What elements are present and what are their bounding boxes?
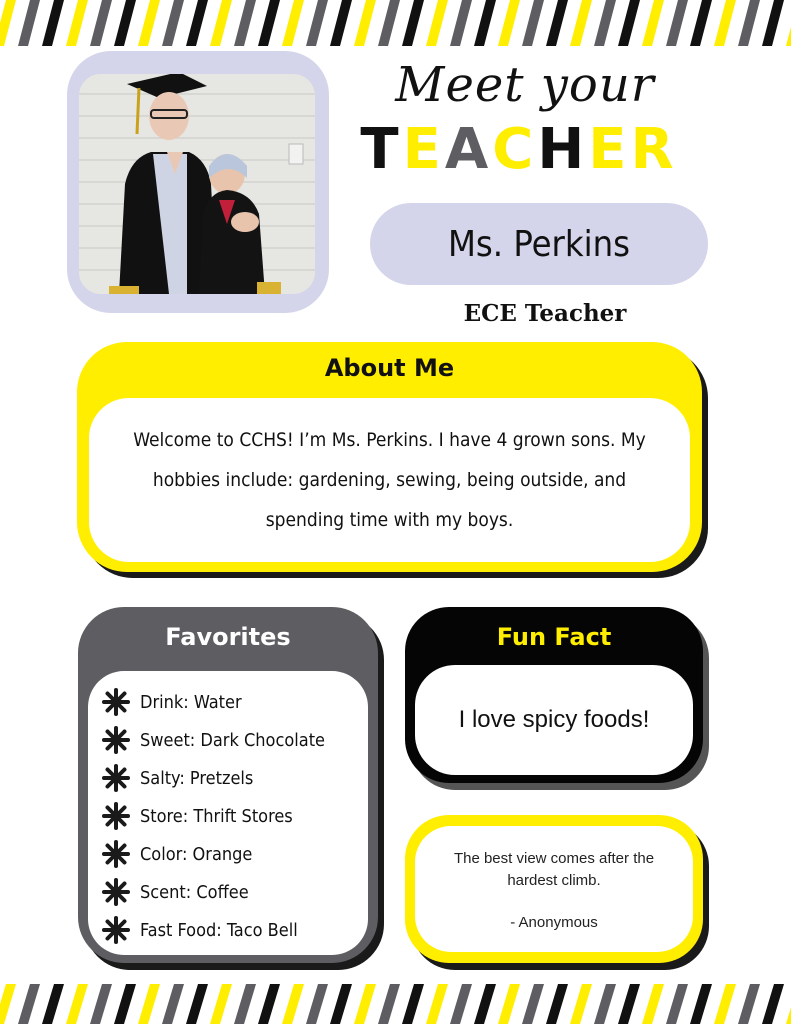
stripe (42, 984, 64, 1024)
fun-fact-card (405, 607, 703, 783)
stripe (258, 0, 280, 46)
quote-box (415, 826, 693, 952)
stripe (378, 0, 400, 46)
favorites-item-label: Drink: Water (140, 691, 242, 713)
stripe (378, 984, 400, 1024)
stripe (714, 0, 736, 46)
asterisk-icon (102, 688, 130, 716)
stripe (474, 984, 496, 1024)
stripe (18, 984, 40, 1024)
teacher-letter: H (537, 117, 589, 182)
favorites-card (78, 607, 378, 963)
favorites-item-label: Salty: Pretzels (140, 767, 254, 789)
stripe (594, 0, 616, 46)
stripe (234, 984, 256, 1024)
favorites-item-label: Store: Thrift Stores (140, 805, 293, 827)
about-me-text: Welcome to CCHS! I’m Ms. Perkins. I have 4 grown sons. My hobbies include: gardening, sewing, being outside, and spending time with my boys. (89, 398, 690, 562)
asterisk-icon (102, 916, 130, 944)
stripe (258, 984, 280, 1024)
stripe (642, 984, 664, 1024)
stripe (138, 0, 160, 46)
teacher-role: ECE Teacher (463, 300, 627, 327)
stripe (42, 0, 64, 46)
stripe (330, 984, 352, 1024)
stripe (210, 0, 232, 46)
stripe (666, 984, 688, 1024)
stripe (114, 0, 136, 46)
asterisk-icon (102, 802, 130, 830)
stripe (762, 0, 784, 46)
stripe (426, 984, 448, 1024)
favorites-item (102, 759, 368, 797)
teacher-letter: C (492, 117, 538, 182)
stripe (402, 0, 424, 46)
stripe (402, 984, 424, 1024)
stripe (354, 984, 376, 1024)
stripe (282, 984, 304, 1024)
stripe (66, 984, 88, 1024)
stripe (0, 0, 16, 46)
stripe (90, 0, 112, 46)
asterisk-icon (102, 726, 130, 754)
teacher-letter: R (630, 117, 678, 182)
stripe-pattern (0, 0, 791, 46)
stripe (306, 984, 328, 1024)
stripe (762, 984, 784, 1024)
stripe (426, 0, 448, 46)
teacher-letter: A (444, 117, 493, 182)
top-stripe-border (0, 0, 791, 46)
favorites-item-label: Sweet: Dark Chocolate (140, 729, 326, 751)
stripe (690, 984, 712, 1024)
stripe (666, 0, 688, 46)
favorites-title: Favorites (165, 623, 291, 651)
stripe (714, 984, 736, 1024)
stripe (570, 0, 592, 46)
favorites-item (102, 873, 368, 911)
stripe (618, 0, 640, 46)
teacher-letter: T (360, 117, 403, 182)
teacher-name-badge (370, 203, 708, 285)
stripe (786, 0, 791, 46)
stripe (522, 0, 544, 46)
stripe (594, 984, 616, 1024)
stripe (474, 0, 496, 46)
favorites-item (102, 835, 368, 873)
favorites-item-label: Color: Orange (140, 843, 253, 865)
stripe (786, 984, 791, 1024)
bottom-stripe-border (0, 984, 791, 1024)
teacher-letter: E (588, 117, 631, 182)
stripe (66, 0, 88, 46)
favorites-item (102, 721, 368, 759)
asterisk-icon (102, 878, 130, 906)
fun-fact-title: Fun Fact (496, 623, 612, 651)
stripe (522, 984, 544, 1024)
about-me-card (77, 342, 702, 572)
meet-your-heading: Meet your (395, 57, 655, 113)
fun-fact-text: I love spicy foods! (415, 665, 693, 775)
stripe (114, 984, 136, 1024)
stripe (0, 984, 16, 1024)
stripe (330, 0, 352, 46)
stripe (498, 984, 520, 1024)
stripe (690, 0, 712, 46)
favorites-item-label: Scent: Coffee (140, 881, 249, 903)
about-me-title: About Me (324, 354, 455, 382)
stripe (498, 0, 520, 46)
stripe (18, 0, 40, 46)
stripe (90, 984, 112, 1024)
stripe (186, 0, 208, 46)
stripe (546, 0, 568, 46)
stripe (570, 984, 592, 1024)
favorites-item (102, 797, 368, 835)
teacher-photo (79, 74, 315, 294)
stripe (738, 0, 760, 46)
stripe (546, 984, 568, 1024)
stripe (450, 984, 472, 1024)
quote-author: - Anonymous (510, 914, 598, 931)
favorites-item (102, 683, 368, 721)
teacher-name: Ms. Perkins (447, 223, 631, 265)
favorites-list (88, 671, 368, 955)
quote-text: The best view comes after the hardest climb. (453, 850, 655, 889)
stripe (306, 0, 328, 46)
favorites-item-label: Fast Food: Taco Bell (140, 919, 298, 941)
stripe (162, 0, 184, 46)
teacher-heading (344, 118, 694, 182)
teacher-letter: E (402, 117, 445, 182)
stripe (186, 984, 208, 1024)
asterisk-icon (102, 840, 130, 868)
stripe (138, 984, 160, 1024)
stripe (234, 0, 256, 46)
stripe (354, 0, 376, 46)
stripe (738, 984, 760, 1024)
stripe (642, 0, 664, 46)
stripe (210, 984, 232, 1024)
stripe (162, 984, 184, 1024)
stripe-pattern (0, 984, 791, 1024)
favorites-item (102, 911, 368, 949)
stripe (282, 0, 304, 46)
quote-card (405, 815, 703, 963)
stripe (450, 0, 472, 46)
photo-frame (67, 51, 329, 313)
stripe (618, 984, 640, 1024)
asterisk-icon (102, 764, 130, 792)
